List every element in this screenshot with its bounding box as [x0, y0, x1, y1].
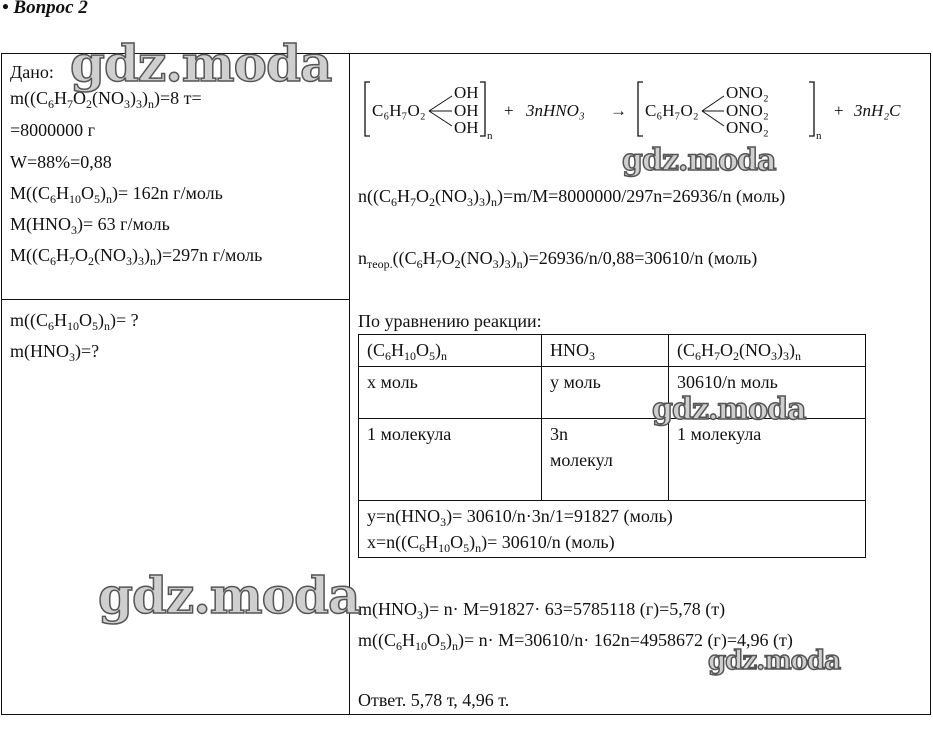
table-cell: 1 молекула	[359, 419, 542, 501]
watermark-logo: gdz.moda	[652, 392, 806, 427]
table-header-hno3: $HNO_3$	[542, 335, 669, 367]
watermark-logo: gdz.moda	[708, 646, 841, 676]
mass-hno3-line: $m(HNO_3)= n\cdot M=91827\cdot 63=5785118$ (г)=5,78 (т)	[358, 599, 726, 622]
table-cell: 3n молекул	[542, 419, 669, 501]
solution-n-line: $n((C_6H_7O_2(NO_3)_3)_n)=m/M=8000000/297n=26936/n$ (моль)	[358, 186, 786, 209]
byproduct-water: 3nH₂C	[854, 101, 901, 120]
find-line-2: $m(HNO_3)=$?	[10, 341, 100, 364]
reaction-equation	[362, 78, 933, 142]
table-cell: x моль	[359, 367, 542, 419]
reactant-group-2: OH	[454, 101, 479, 120]
watermark-logo: gdz.moda	[622, 143, 776, 178]
answer-line: Ответ. 5,78 т, 4,96 т.	[358, 690, 510, 710]
table-cell: 30610/n моль	[669, 367, 866, 419]
reactant-group-3: OH	[454, 118, 479, 137]
given-find-divider	[1, 299, 350, 300]
reactant-group-1: OH	[454, 83, 479, 102]
question-title: • Вопрос 2	[2, 0, 88, 18]
calc-y-line: $y=n(HNO_3)= 30610/n\cdot 3n/1=91827$ (моль)	[367, 506, 673, 529]
reactant-subscript: n	[487, 130, 493, 142]
reagent-hno3: 3nHNO₃	[526, 101, 585, 120]
solution-ntheor-line: $n_{теор.}((C_6H_7O_2(NO_3)_3)_n)=26936/n/0,88=30610/n$ (моль)	[358, 248, 758, 271]
by-equation-label: По уравнению реакции:	[358, 311, 542, 331]
given-line-2: =8000000 г	[10, 120, 96, 140]
table-header-trinitrate: $(C_6H_7O_2(NO_3)_3)_n$	[669, 335, 866, 367]
watermark-logo: gdz.moda	[70, 34, 332, 93]
plus-sign-2: +	[834, 101, 844, 120]
product-group-1: ONO₂	[726, 83, 769, 102]
product-group-3: ONO₂	[726, 118, 769, 137]
given-line-3: W=88%=0,88	[10, 152, 112, 172]
given-line-6: $M((C_6H_7O_2(NO_3)_3)_n)=297n$ г/моль	[10, 245, 263, 268]
table-calc-cell	[359, 501, 866, 558]
find-line-1: $m((C_6H_{10}O_5)_n)=$ ?	[10, 310, 139, 333]
mass-cellulose-line: $m((C_6H_{10}O_5)_n)= n\cdot M=30610/n\cdot 162n=4958672$ (г)=4,96 (т)	[358, 630, 793, 653]
given-line-1: $m((C_6H_7O_2(NO_3)_3)_n)=8$ т=	[10, 88, 202, 111]
given-line-5: $M(HNO_3)= 63$ г/моль	[10, 214, 170, 237]
calc-x-line: $x=n((C_6H_{10}O_5)_n)= 30610/n$ (моль)	[367, 532, 615, 555]
table-cell: 1 молекула	[669, 419, 866, 501]
product-subscript: n	[816, 130, 822, 142]
table-header-cellulose: $(C_6H_{10}O_5)_n$	[359, 335, 542, 367]
given-line-4: $M((C_6H_{10}O_5)_n)= 162n$ г/моль	[10, 183, 223, 206]
product-group-2: ONO₂	[726, 101, 769, 120]
watermark-logo: gdz.moda	[98, 566, 360, 625]
table-cell: y моль	[542, 367, 669, 419]
plus-sign-1: +	[504, 101, 514, 120]
reactant-core: C₆H₇O₂	[372, 101, 426, 120]
reaction-arrow: →	[610, 101, 627, 120]
product-core: C₆H₇O₂	[645, 101, 699, 120]
given-label: Дано:	[10, 62, 54, 82]
stoichiometry-table	[358, 334, 866, 558]
